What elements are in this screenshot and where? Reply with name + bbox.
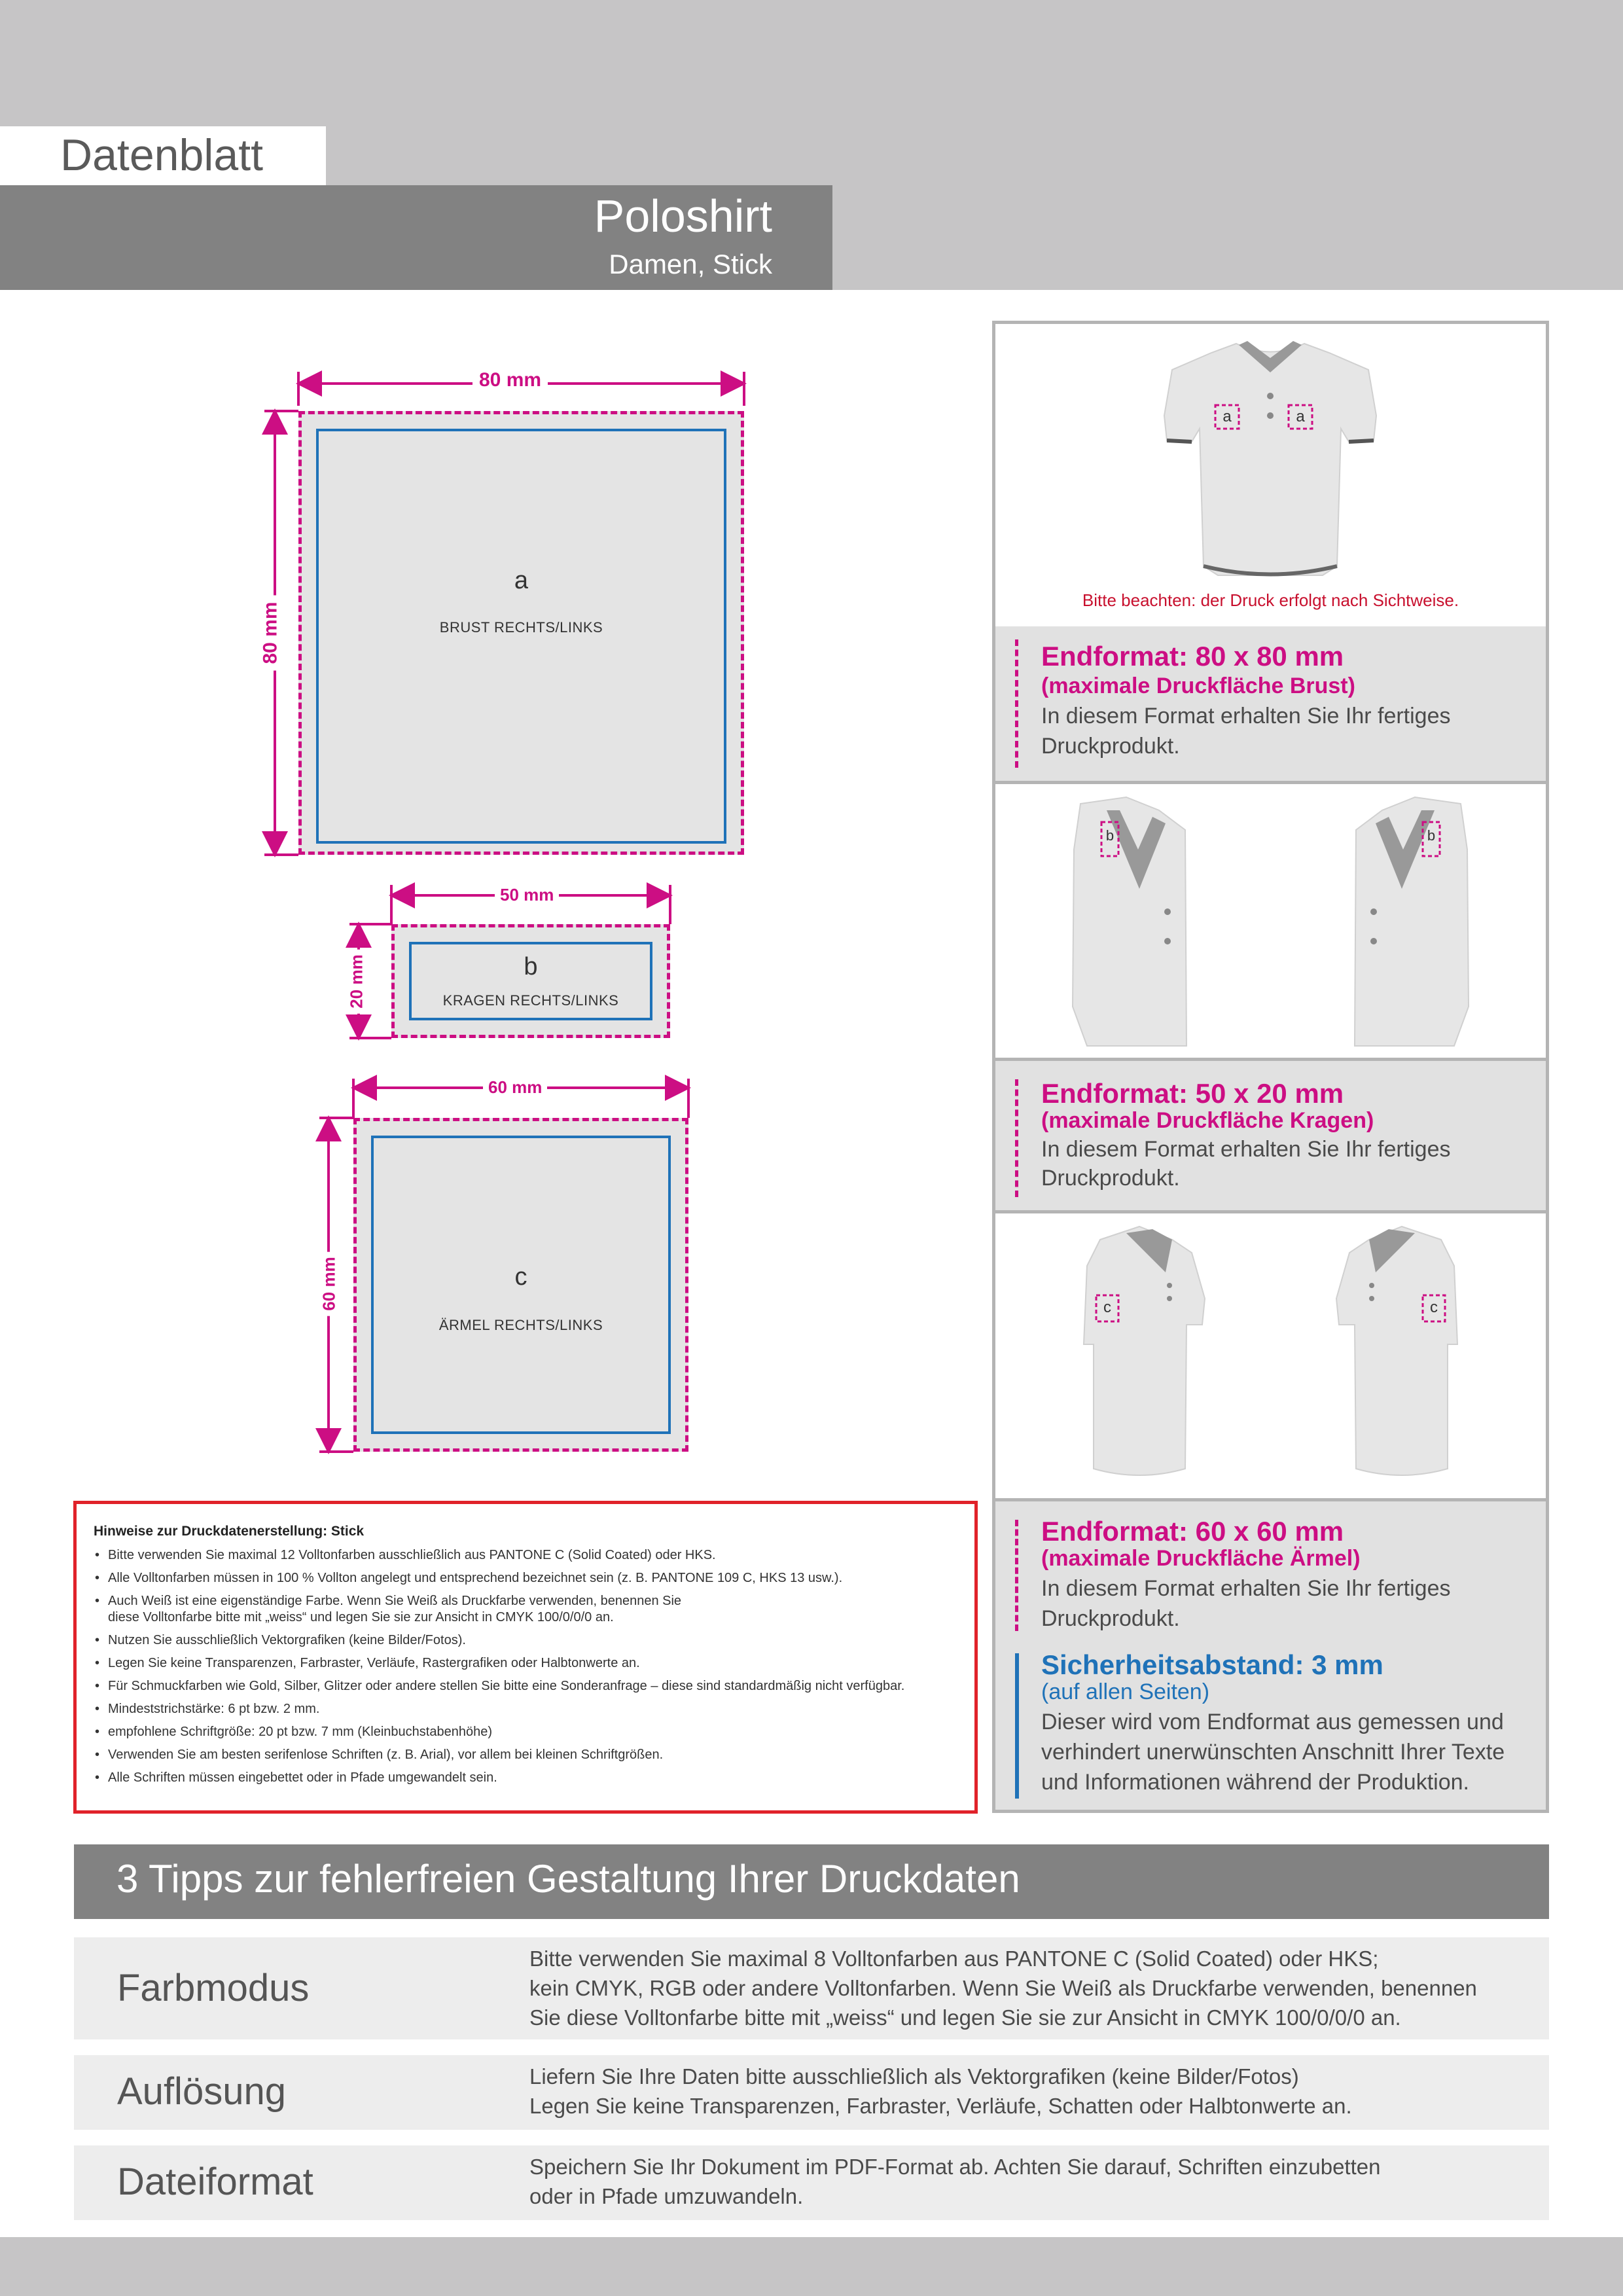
aermel-image-panel: [995, 1210, 1546, 1498]
area-label-c: ÄRMEL RECHTS/LINKS: [438, 1317, 603, 1333]
print-area-b: [391, 924, 670, 1038]
tip-label-aufloesung: Auflösung: [117, 2070, 286, 2113]
aermel-subline: (maximale Druckfläche Ärmel): [1041, 1546, 1361, 1571]
brust-image-panel: [995, 324, 1546, 626]
aermel-body-2: Druckprodukt.: [1041, 1606, 1180, 1631]
poloshirt-front-image: [995, 324, 1546, 586]
tip-row-aufloesung: [74, 2055, 1549, 2130]
page-title: Poloshirt: [594, 190, 772, 242]
brust-info-box: [995, 626, 1546, 781]
safety-subline: (auf allen Seiten): [1041, 1679, 1210, 1704]
poloshirt-collar-image: [995, 784, 1546, 1058]
tip-row-dateiformat: [74, 2145, 1549, 2220]
dim-height-b: 20 mm: [347, 949, 367, 1013]
dim-width-b: 50 mm: [495, 885, 559, 905]
note-item: • Verwenden Sie am besten serifenlose Schriften (z. B. Arial), vor allem bei kleinen Schriftgrößen.: [94, 1747, 957, 1763]
marker-a-left: a: [1222, 408, 1232, 425]
safe-area-a: [316, 429, 726, 844]
kragen-headline: Endformat: 50 x 20 mm: [1041, 1078, 1344, 1109]
note-item: • Nutzen Sie ausschließlich Vektorgrafiken (keine Bilder/Fotos).: [94, 1632, 957, 1649]
page-subtitle: Damen, Stick: [609, 249, 772, 279]
note-item: • Legen Sie keine Transparenzen, Farbraster, Verläufe, Rastergrafiken oder Halbtonwerte an.: [94, 1655, 957, 1672]
area-letter-b: b: [524, 953, 538, 980]
note-item: • empfohlene Schriftgröße: 20 pt bzw. 7 mm (Kleinbuchstabenhöhe): [94, 1724, 957, 1740]
kragen-body-2: Druckprodukt.: [1041, 1166, 1180, 1191]
brust-subline: (maximale Druckfläche Brust): [1041, 673, 1355, 698]
aermel-headline: Endformat: 60 x 60 mm: [1041, 1516, 1344, 1547]
safety-body-3: und Informationen während der Produktion.: [1041, 1770, 1469, 1795]
safety-body-2: verhindert unerwünschten Anschnitt Ihrer Texte: [1041, 1740, 1505, 1765]
brust-headline: Endformat: 80 x 80 mm: [1041, 641, 1344, 672]
marker-c-left: c: [1103, 1299, 1111, 1316]
kragen-image-panel: [995, 781, 1546, 1058]
note-item: • Bitte verwenden Sie maximal 12 Volltonfarben ausschließlich aus PANTONE C (Solid Coated) oder HKS.: [94, 1547, 957, 1564]
area-letter-a: a: [514, 567, 529, 594]
tip-text-farbmodus-2: kein CMYK, RGB oder andere Volltonfarben. Wenn Sie Weiß als Druckfarbe verwenden, benennen: [529, 1976, 1477, 2000]
dim-height-c: 60 mm: [319, 1251, 340, 1316]
tip-row-farbmodus: [74, 1937, 1549, 2039]
note-item: • Für Schmuckfarben wie Gold, Silber, Glitzer oder andere stellen Sie bitte eine Sonderanfrage – diese sind standardmäßig nicht verfügbar.: [94, 1678, 957, 1695]
area-label-a: BRUST RECHTS/LINKS: [439, 619, 603, 636]
aermel-body-1: In diesem Format erhalten Sie Ihr fertiges: [1041, 1576, 1451, 1601]
note-item: • Auch Weiß ist eine eigenständige Farbe. Wenn Sie Weiß als Druckfarbe verwenden, benennen Sie diese Volltonfarbe bitte mit „weiss“ und legen Sie sie zur Ansicht in CMYK 100/0/0/0 an.: [94, 1593, 957, 1626]
marker-a-right: a: [1296, 408, 1305, 425]
tip-text-aufloesung-1: Liefern Sie Ihre Daten bitte ausschließlich als Vektorgrafiken (keine Bilder/Fotos): [529, 2064, 1299, 2089]
brust-body-2: Druckprodukt.: [1041, 734, 1180, 759]
marker-c-right: c: [1430, 1299, 1438, 1316]
marker-b-right: b: [1427, 827, 1436, 844]
kragen-subline: (maximale Druckfläche Kragen): [1041, 1108, 1374, 1133]
tip-text-farbmodus-1: Bitte verwenden Sie maximal 8 Volltonfarben aus PANTONE C (Solid Coated) oder HKS;: [529, 1946, 1379, 1971]
tips-title: 3 Tipps zur fehlerfreien Gestaltung Ihrer Druckdaten: [116, 1857, 1020, 1901]
orientation-note: Bitte beachten: der Druck erfolgt nach Sichtweise.: [1082, 590, 1459, 610]
note-item: • Alle Schriften müssen eingebettet oder in Pfade umgewandelt sein.: [94, 1770, 957, 1786]
safety-body-1: Dieser wird vom Endformat aus gemessen und: [1041, 1710, 1504, 1734]
kragen-info-bar: [1015, 1079, 1018, 1197]
tip-text-aufloesung-2: Legen Sie keine Transparenzen, Farbraster, Verläufe, Schatten oder Halbtonwerte an.: [529, 2094, 1352, 2118]
tip-text-dateiformat-2: oder in Pfade umzuwandeln.: [529, 2184, 804, 2208]
tip-label-dateiformat: Dateiformat: [117, 2161, 313, 2203]
brust-info-bar: [1015, 639, 1018, 768]
area-letter-c: c: [514, 1263, 527, 1291]
note-item: • Mindeststrichstärke: 6 pt bzw. 2 mm.: [94, 1701, 957, 1717]
dim-width-c: 60 mm: [483, 1077, 547, 1098]
aermel-info-bar: [1015, 1520, 1018, 1631]
tip-text-farbmodus-3: Sie diese Volltonfarbe bitte mit „weiss“ und legen Sie sie zur Ansicht in CMYK 100/0/0/0 an.: [529, 2005, 1401, 2030]
print-notes-title: Hinweise zur Druckdatenerstellung: Stick: [94, 1524, 365, 1539]
note-item: • Alle Volltonfarben müssen in 100 % Vollton angelegt und entsprechend bezeichnet sein (z. B. PANTONE 109 C, HKS 13 usw.).: [94, 1570, 957, 1587]
poloshirt-sleeve-image: [995, 1213, 1546, 1498]
dim-height-a: 80 mm: [260, 595, 282, 670]
tip-label-farbmodus: Farbmodus: [117, 1967, 310, 2009]
area-label-b: KRAGEN RECHTS/LINKS: [442, 992, 619, 1009]
tip-text-dateiformat-1: Speichern Sie Ihr Dokument im PDF-Format ab. Achten Sie darauf, Schriften einzubetten: [529, 2155, 1381, 2179]
safety-info-bar: [1015, 1653, 1019, 1799]
marker-b-left: b: [1105, 827, 1115, 844]
footer-band: [0, 2237, 1623, 2296]
kragen-body-1: In diesem Format erhalten Sie Ihr fertiges: [1041, 1137, 1451, 1162]
kragen-info-box: [995, 1058, 1546, 1210]
print-notes-list: [94, 1547, 957, 1793]
doc-type-label: Datenblatt: [60, 130, 263, 180]
aermel-info-box: [995, 1498, 1546, 1810]
safety-headline: Sicherheitsabstand: 3 mm: [1041, 1649, 1383, 1680]
print-notes-box: [73, 1501, 978, 1814]
brust-body-1: In diesem Format erhalten Sie Ihr fertiges: [1041, 704, 1451, 728]
dim-width-a: 80 mm: [473, 369, 548, 391]
